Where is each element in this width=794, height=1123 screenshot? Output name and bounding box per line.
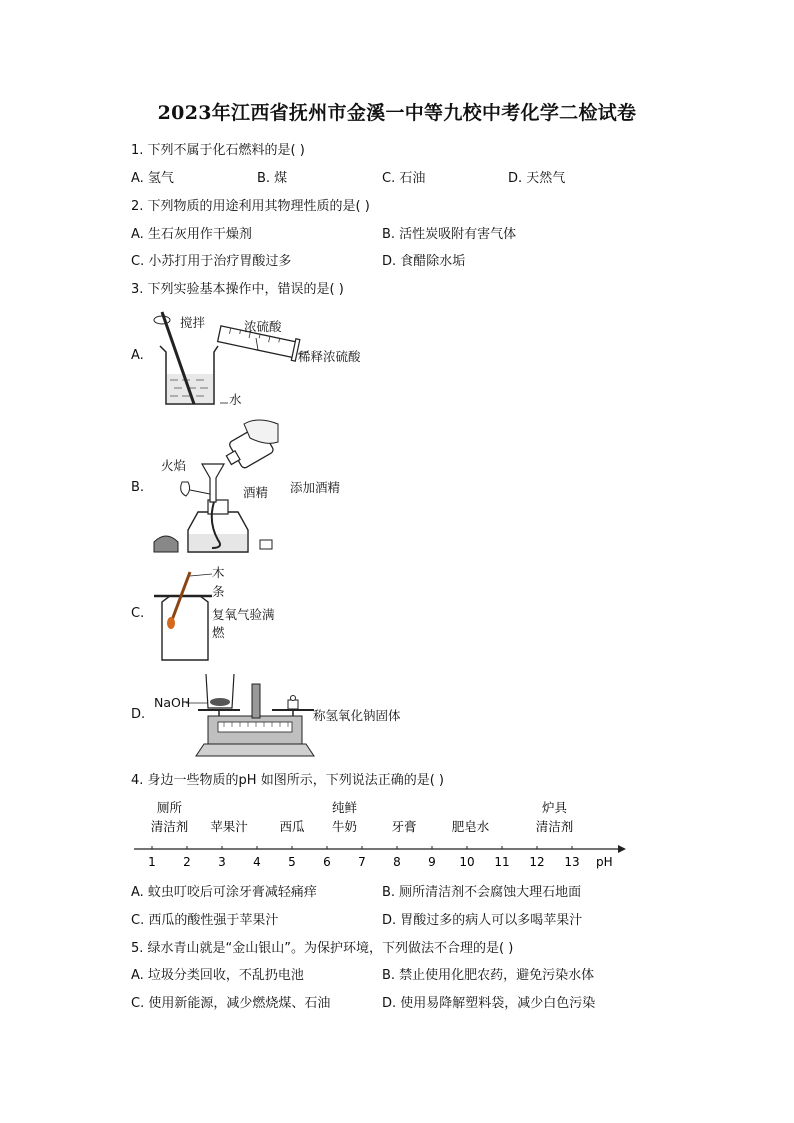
flame-label: 火焰	[161, 458, 187, 473]
ph-tick-label: 12	[529, 855, 545, 869]
q5-option-d[interactable]: D. 使用易降解塑料袋，减少白色污染	[382, 996, 596, 1011]
add-alcohol-caption: 添加酒精	[290, 480, 341, 495]
q2-option-b[interactable]: B. 活性炭吸附有害气体	[382, 227, 517, 242]
q1-option-a[interactable]: A. 氢气	[131, 171, 174, 186]
ph-item-label: 牛奶	[331, 819, 358, 834]
q5-option-b[interactable]: B. 禁止使用化肥农药，避免污染水体	[382, 968, 595, 983]
oxygen-test-caption: 复氧气验满	[212, 607, 275, 622]
lamp-cap-icon	[154, 536, 178, 552]
q3-option-b[interactable]: B.	[131, 480, 145, 495]
naoh-label: NaOH	[154, 695, 191, 710]
ph-tick-label: 8	[393, 855, 401, 869]
q4-option-d[interactable]: D. 胃酸过多的病人可以多喝苹果汁	[382, 913, 583, 928]
q3-option-d[interactable]: D.	[131, 707, 146, 722]
q4-option-c[interactable]: C. 西瓜的酸性强于苹果汁	[131, 913, 279, 928]
ph-tick-label: 5	[288, 855, 296, 869]
q4-option-b[interactable]: B. 厕所清洁剂不会腐蚀大理石地面	[382, 885, 582, 900]
ph-item-label-line1: 炉具	[541, 800, 568, 815]
question-1-stem: 1. 下列不属于化石燃料的是( )	[131, 143, 305, 158]
q2-option-d[interactable]: D. 食醋除水垢	[382, 254, 466, 269]
ph-tick-label: 10	[459, 855, 475, 869]
flame-icon	[181, 482, 190, 496]
q2-option-a[interactable]: A. 生石灰用作干燥剂	[131, 227, 252, 242]
q1-option-c[interactable]: C. 石油	[382, 171, 426, 186]
page-title: 2023年江西省抚州市金溪一中等九校中考化学二检试卷	[157, 102, 637, 124]
ph-item-label-line1: 厕所	[156, 800, 183, 815]
q5-option-c[interactable]: C. 使用新能源，减少燃烧煤、石油	[131, 996, 331, 1011]
ph-tick-label: 4	[253, 855, 261, 869]
balance-base-icon	[196, 744, 314, 756]
ph-tick-label: 2	[183, 855, 191, 869]
acid-label: 浓硫酸	[244, 319, 282, 334]
ph-unit-label: pH	[596, 855, 613, 869]
alcohol-label: 酒精	[243, 485, 269, 500]
stir-arrow-icon	[154, 316, 170, 324]
naoh-solid-icon	[210, 698, 230, 706]
oxygen-test-figure	[150, 566, 220, 666]
ph-item-label: 清洁剂	[535, 819, 574, 834]
weight-icon	[288, 700, 298, 709]
ph-scale	[130, 796, 630, 874]
ph-item-label: 牙膏	[391, 819, 417, 834]
question-4-stem: 4. 身边一些物质的pH 如图所示，下列说法正确的是( )	[131, 773, 444, 788]
q4-option-a[interactable]: A. 蚊虫叮咬后可涂牙膏减轻痛痒	[131, 885, 317, 900]
q5-option-a[interactable]: A. 垃圾分类回收，不乱扔电池	[131, 968, 304, 983]
dilute-acid-caption: 稀释浓硫酸	[298, 349, 361, 364]
ph-tick-label: 9	[428, 855, 436, 869]
q3-option-c[interactable]: C.	[131, 606, 145, 621]
question-3-stem: 3. 下列实验基本操作中，错误的是( )	[131, 282, 344, 297]
funnel-icon	[202, 464, 224, 502]
ph-item-label: 肥皂水	[451, 819, 490, 834]
alcohol-lamp-figure	[148, 412, 298, 557]
pointer-icon	[252, 684, 260, 718]
ph-item-label: 苹果汁	[210, 819, 248, 834]
water-label: 水	[229, 392, 242, 407]
ph-item-label-line1: 纯鲜	[331, 800, 358, 815]
ph-tick-label: 3	[218, 855, 226, 869]
stir-label: 搅拌	[180, 315, 206, 330]
naoh-pointer-line	[186, 700, 208, 706]
q1-option-d[interactable]: D. 天然气	[508, 171, 566, 186]
ph-axis-arrow-icon	[618, 845, 626, 853]
question-2-stem: 2. 下列物质的用途利用其物理性质的是( )	[131, 199, 370, 214]
wood-label-1: 木	[212, 565, 225, 580]
q1-option-b[interactable]: B. 煤	[257, 171, 288, 186]
ph-tick-label: 11	[494, 855, 510, 869]
ph-tick-label: 6	[323, 855, 331, 869]
balance-figure	[190, 670, 320, 762]
ph-tick-label: 7	[358, 855, 366, 869]
wood-label-2: 条	[212, 584, 225, 599]
ph-item-label: 西瓜	[279, 819, 305, 834]
q3-option-a[interactable]: A.	[131, 348, 144, 363]
ph-tick-label: 13	[564, 855, 580, 869]
ph-tick-label: 1	[148, 855, 156, 869]
weigh-naoh-caption: 称氢氧化钠固体	[313, 708, 401, 723]
ph-item-label: 清洁剂	[150, 819, 189, 834]
question-5-stem: 5. 绿水青山就是“金山银山”。为保护环境，下列做法不合理的是( )	[131, 941, 514, 956]
oxygen-test-caption-2: 燃	[212, 625, 225, 640]
q2-option-c[interactable]: C. 小苏打用于治疗胃酸过多	[131, 254, 292, 269]
ember-icon	[167, 617, 175, 629]
